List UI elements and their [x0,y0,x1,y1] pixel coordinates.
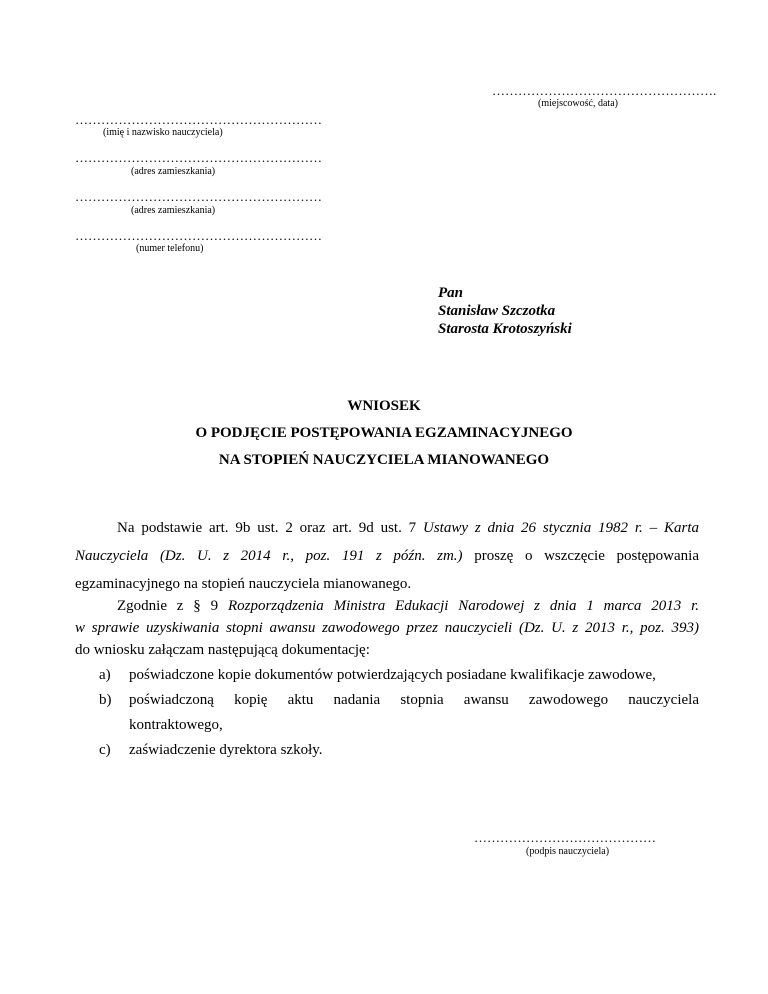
paragraph-1-line-3: egzaminacyjnego na stopień nauczyciela mianowanego. [75,576,412,592]
attachment-b-text-cont: kontraktowego, [129,717,223,733]
addressee-name: Stanisław Szczotka [438,303,556,319]
paragraph-2-line-3: do wniosku załączam następującą dokumentację: [75,642,370,658]
signature-label: (podpis nauczyciela) [526,846,610,857]
paragraph-1-line-2: Nauczyciela (Dz. U. z 2014 r., poz. 191 z późn. zm.) proszę o wszczęcie postępowania [75,548,699,564]
place-date-line: ……………………………………………. [492,83,717,98]
addressee-title: Pan [438,285,464,301]
address2-line: ………………………………………………… [75,189,322,204]
phone-line: ………………………………………………… [75,228,322,243]
paragraph-2-line-1: Zgodnie z § 9 Rozporządzenia Ministra Edukacji Narodowej z dnia 1 marca 2013 r. [117,598,700,614]
attachment-b-text: poświadczoną kopię aktu nadania stopnia awansu zawodowego nauczyciela [129,692,699,708]
attachment-a-marker: a) [99,667,111,683]
address1-label: (adres zamieszkania) [131,166,216,177]
address2-label: (adres zamieszkania) [131,205,216,216]
name-line: ………………………………………………… [75,112,322,127]
attachment-a-text: poświadczone kopie dokumentów potwierdzających posiadane kwalifikacje zawodowe, [129,667,656,683]
signature-line: …………………………………… [474,830,656,845]
paragraph-1-line-1: Na podstawie art. 9b ust. 2 oraz art. 9d ust. 7 Ustawy z dnia 26 stycznia 1982 r. – Karta [117,520,699,536]
place-date-label: (miejscowość, data) [538,98,618,109]
document-title: WNIOSEK [347,398,421,414]
address1-line: ………………………………………………… [75,150,322,165]
document-subtitle-1: O PODJĘCIE POSTĘPOWANIA EGZAMINACYJNEGO [195,425,573,441]
addressee-position: Starosta Krotoszyński [438,321,572,337]
phone-label: (numer telefonu) [136,243,204,254]
attachment-c-text: zaświadczenie dyrektora szkoły. [129,742,323,758]
attachment-b-marker: b) [99,692,112,708]
paragraph-2-line-2: w sprawie uzyskiwania stopni awansu zawodowego przez nauczycieli (Dz. U. z 2013 r., poz. 393) [75,620,699,636]
attachment-c-marker: c) [99,742,111,758]
addressee [438,284,572,338]
name-label: (imię i nazwisko nauczyciela) [103,127,223,138]
document-subtitle-2: NA STOPIEŃ NAUCZYCIELA MIANOWANEGO [218,452,550,468]
